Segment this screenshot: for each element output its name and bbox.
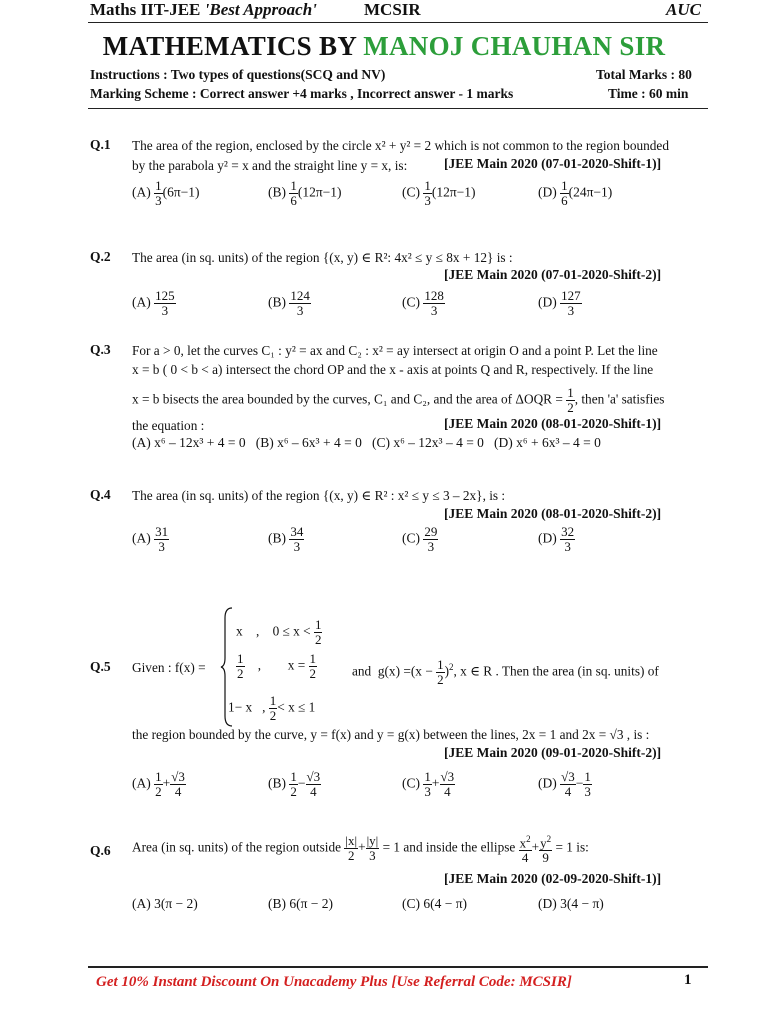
question-source: [JEE Main 2020 (07-01-2020-Shift-2)] bbox=[444, 267, 662, 282]
option: (C) $\frac{128}{3}$ bbox=[402, 288, 444, 318]
question-source: [JEE Main 2020 (08-01-2020-Shift-2)] bbox=[444, 506, 662, 521]
option: (C) $\frac{29}{3}$ bbox=[402, 524, 438, 554]
option: (B) $\frac{1}{6}$ (12π−1) bbox=[268, 178, 342, 208]
question-source: [JEE Main 2020 (09-01-2020-Shift-2)] bbox=[444, 745, 662, 760]
option: (A) $\frac{31}{3}$ bbox=[132, 524, 169, 554]
marking-scheme: Marking Scheme : Correct answer +4 marks , Incorrect answer - 1 marks bbox=[90, 86, 514, 101]
option: (D) $\frac{32}{3}$ bbox=[538, 524, 575, 554]
header-rule bbox=[88, 22, 708, 23]
question-source: [JEE Main 2020 (07-01-2020-Shift-1)] bbox=[444, 156, 662, 171]
header-center: MCSIR bbox=[364, 0, 421, 19]
question-text: The area of the region, enclosed by the circle x² + y² = 2 which is not common to the region bounded bbox=[132, 138, 669, 153]
header-right: AUC bbox=[666, 0, 701, 19]
option: (C) $\frac{1}{3}$ (12π−1) bbox=[402, 178, 476, 208]
question-number: Q.3 bbox=[90, 342, 111, 357]
option: (D) $\frac{127}{3}$ bbox=[538, 288, 581, 318]
option: (D) 3(4 − π) bbox=[538, 896, 604, 911]
option: (D) $\frac{1}{6}$ (24π−1) bbox=[538, 178, 613, 208]
question-number: Q.2 bbox=[90, 249, 111, 264]
option: (B) $\frac{124}{3}$ bbox=[268, 288, 310, 318]
option: (A) $\frac{1}{3}$ (6π−1) bbox=[132, 178, 200, 208]
question-text: x = b ( 0 < b < a) intersect the chord OP and the x - axis at points Q and R, respectively. If the line bbox=[132, 362, 654, 377]
question-text: by the parabola y² = x and the straight line y = x, is: bbox=[132, 158, 408, 173]
question-source: [JEE Main 2020 (02-09-2020-Shift-1)] bbox=[444, 871, 662, 886]
question-number: Q.1 bbox=[90, 137, 111, 152]
instructions-rule bbox=[88, 108, 708, 109]
option: (A) $\frac{1}{2}$ + $\frac{√3}{4}$ bbox=[132, 769, 185, 799]
question-text: The area (in sq. units) of the region {(x, y) ∈ R²: 4x² ≤ y ≤ 8x + 12} is : bbox=[132, 250, 513, 265]
question-text: the region bounded by the curve, y = f(x) and y = g(x) between the lines, 2x = 1 and 2x = √3 , is : bbox=[132, 727, 650, 742]
option: (C) 6(4 − π) bbox=[402, 896, 468, 911]
piecewise-case: $\frac{1}{2}$ , x = $\frac{1}{2}$ bbox=[237, 651, 317, 681]
question-text: The area (in sq. units) of the region {(x, y) ∈ R² : x² ≤ y ≤ 3 – 2x}, is : bbox=[132, 488, 506, 503]
promo-text: Get 10% Instant Discount On Unacademy Plus [Use Referral Code: MCSIR] bbox=[96, 974, 572, 990]
option: (A) 3(π − 2) bbox=[132, 896, 198, 911]
total-marks: Total Marks : 80 bbox=[596, 67, 692, 82]
option: (A) $\frac{125}{3}$ bbox=[132, 288, 175, 318]
question-text: x = b bisects the area bounded by the curves, C₁ and C₂, and the area of ΔOQR = $\frac{1}{2}$ , then 'a' satisfies bbox=[132, 385, 665, 415]
footer-rule bbox=[88, 966, 708, 968]
option: (D) $\frac{√3}{4}$ − $\frac{1}{3}$ bbox=[538, 769, 591, 799]
question-number: Q.6 bbox=[90, 843, 111, 858]
header-subject: Maths IIT-JEE 'Best Approach' bbox=[90, 0, 317, 19]
question-text: Given : f(x) = bbox=[132, 660, 206, 675]
option: (B) $\frac{34}{3}$ bbox=[268, 524, 304, 554]
time-limit: Time : 60 min bbox=[608, 86, 689, 101]
instructions-line: Instructions : Two types of questions(SCQ and NV) bbox=[90, 67, 386, 82]
question-text: For a > 0, let the curves C₁ : y² = ax and C₂ : x² = ay intersect at origin O and a point P. Let the line bbox=[132, 343, 658, 358]
piecewise-case: x , 0 ≤ x < $\frac{1}{2}$ bbox=[236, 617, 322, 647]
g-definition: and g(x) =(x − $\frac{1}{2}$ )$^2$, x ∈ R . Then the area (in sq. units) of bbox=[352, 657, 659, 687]
question-source: [JEE Main 2020 (08-01-2020-Shift-1)] bbox=[444, 416, 662, 431]
question-text: the equation : bbox=[132, 418, 205, 433]
page-title: MATHEMATICS BY MANOJ CHAUHAN SIR bbox=[102, 31, 666, 61]
page-number: 1 bbox=[684, 972, 692, 988]
option: (B) 6(π − 2) bbox=[268, 896, 334, 911]
question-number: Q.4 bbox=[90, 487, 111, 502]
piecewise-case: 1− x , $\frac{1}{2}$ < x ≤ 1 bbox=[228, 693, 316, 723]
option: (B) $\frac{1}{2}$ − $\frac{√3}{4}$ bbox=[268, 769, 321, 799]
option: (C) $\frac{1}{3}$ + $\frac{√3}{4}$ bbox=[402, 769, 455, 799]
question-text: Area (in sq. units) of the region outside $\frac{|x|}{2}$ + $\frac{|y|}{3}$ = 1 and inside the ellipse $\frac{x^2}{4}$ + $\frac{y^2}{9}$ = 1 is: bbox=[132, 833, 589, 866]
option-row: (A) x⁶ – 12x³ + 4 = 0 (B) x⁶ – 6x³ + 4 = 0 (C) x⁶ – 12x³ – 4 = 0 (D) x⁶ + 6x³ – 4 = 0 bbox=[132, 435, 601, 450]
question-number: Q.5 bbox=[90, 659, 111, 674]
